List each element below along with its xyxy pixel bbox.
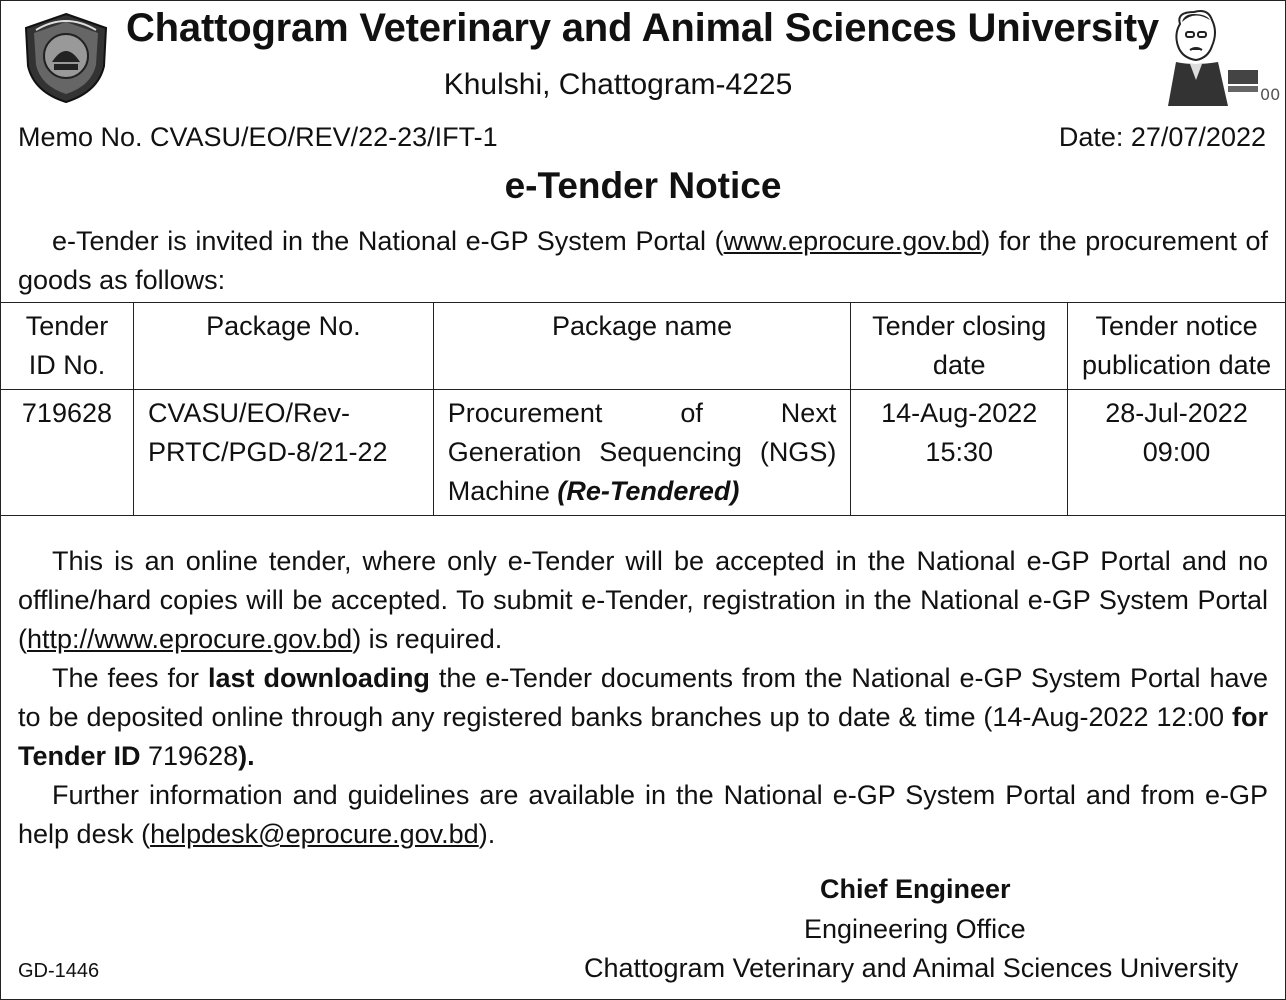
header-closing-date: Tender closing date — [851, 303, 1068, 390]
p1-text-end: ) is required. — [352, 624, 503, 654]
p3-text: Further information and guidelines are available in the National e-GP System Portal and from e-GP help desk ( — [18, 780, 1268, 849]
helpdesk-email-link[interactable]: helpdesk@eprocure.gov.bd — [150, 819, 479, 849]
p2-bold-close: ). — [238, 741, 255, 771]
package-name-text: Procurement of Next Generation Sequencing (NGS) Machine — [447, 398, 837, 506]
table-row — [1, 390, 1286, 516]
closing-date: 14-Aug-2022 — [881, 398, 1038, 428]
intro-paragraph — [18, 222, 1268, 300]
tender-table — [0, 302, 1286, 516]
p1-text: This is an online tender, where only e-Tender will be accepted in the National e-GP Portal and no offline/hard copies will be accepted. To submit e-Tender, registration in the National e-GP System Portal ( — [18, 546, 1268, 654]
header-tender-id: Tender ID No. — [1, 303, 134, 390]
online-tender-paragraph — [18, 542, 1268, 659]
eprocure-http-link[interactable]: http://www.eprocure.gov.bd — [27, 624, 353, 654]
notice-date: Date: 27/07/2022 — [1058, 122, 1266, 152]
notice-title: e-Tender Notice — [504, 165, 782, 206]
cell-closing-date — [851, 390, 1068, 516]
signature-title: Chief Engineer — [820, 874, 1011, 904]
cell-package-no: CVASU/EO/Rev-PRTC/PGD-8/21-22 — [133, 390, 433, 516]
cell-publication-date — [1068, 390, 1286, 516]
closing-time: 15:30 — [925, 437, 993, 467]
address-text: Khulshi, Chattogram-4225 — [443, 68, 793, 101]
reference-code: GD-1446 — [18, 960, 100, 982]
university-name: Chattogram Veterinary and Animal Sciences University — [126, 6, 1159, 50]
intro-text-end: ) for the procurement of goods as follows: — [18, 226, 1268, 295]
publication-time: 09:00 — [1142, 437, 1211, 467]
memo-number: Memo No. CVASU/EO/REV/22-23/IFT-1 — [18, 122, 498, 152]
retender-note: (Re-Tendered) — [557, 476, 740, 506]
p2-text-a: The fees for — [52, 663, 208, 693]
publication-date: 28-Jul-2022 — [1105, 398, 1248, 428]
cell-package-name — [433, 390, 851, 516]
table-header-row — [1, 303, 1286, 390]
p2-text-b: the e-Tender documents from the National e-GP System Portal have to be deposited online through any registered banks branches up to date & time (14-Aug-2022 12:00 — [18, 663, 1268, 732]
signature-institution: Chattogram Veterinary and Animal Sciences University — [584, 953, 1239, 983]
p3-text-end: ). — [478, 819, 496, 849]
helpdesk-paragraph — [18, 776, 1268, 854]
cell-tender-id: 719628 — [1, 390, 134, 516]
svg-text:00: 00 — [1260, 85, 1281, 104]
p2-bold-tender-id: for Tender ID — [18, 702, 1268, 771]
eprocure-link[interactable]: www.eprocure.gov.bd — [723, 226, 982, 256]
p2-text-c: 719628 — [140, 741, 239, 771]
header-publication-date: Tender notice publication date — [1068, 303, 1286, 390]
fees-paragraph — [18, 659, 1268, 776]
header-package-no: Package No. — [133, 303, 433, 390]
signature-office: Engineering Office — [804, 914, 1026, 944]
header-package-name: Package name — [433, 303, 851, 390]
p2-bold-last-downloading: last downloading — [207, 663, 430, 693]
intro-text: e-Tender is invited in the National e-GP System Portal ( — [52, 226, 724, 256]
university-address — [0, 68, 1264, 102]
